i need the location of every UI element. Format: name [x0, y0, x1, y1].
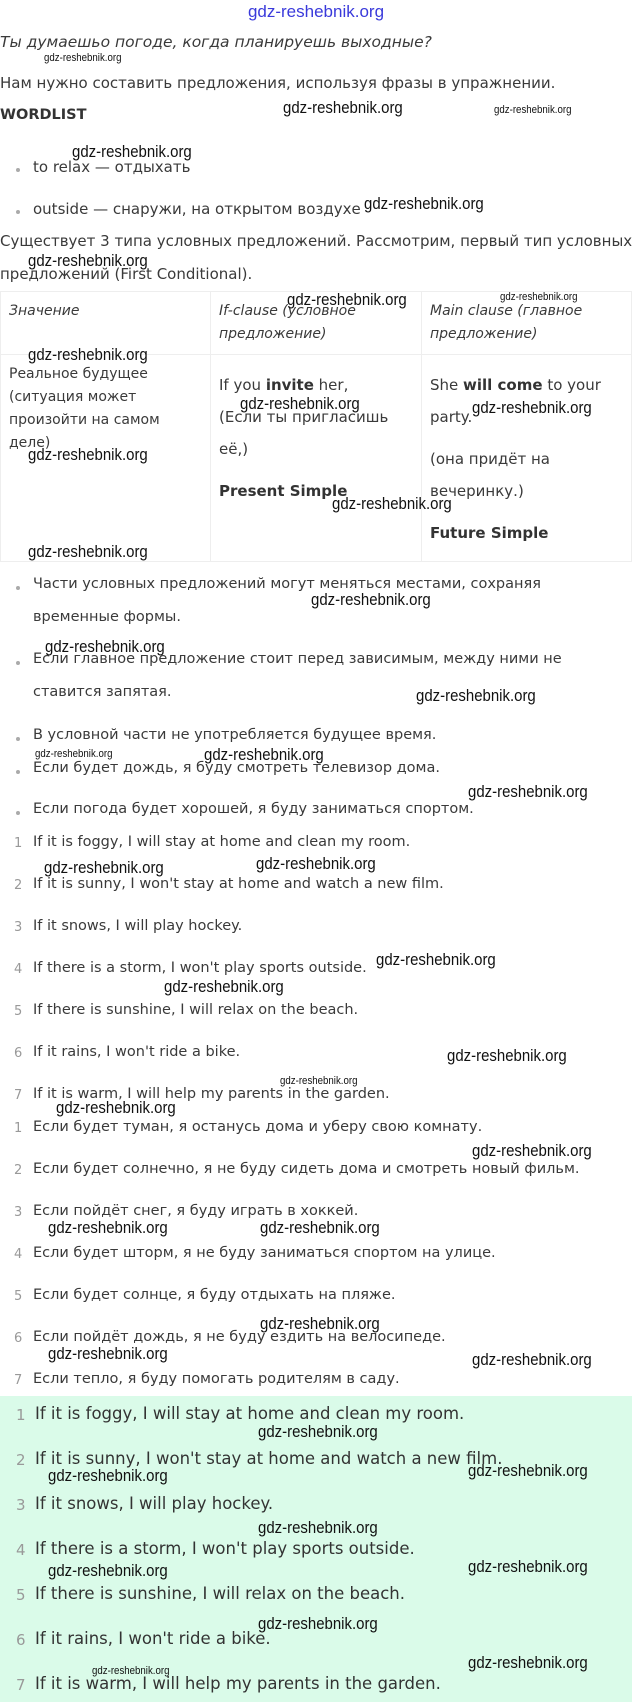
watermark: gdz-reshebnik.org [48, 1466, 168, 1485]
list-item: Если пойдёт снег, я буду играть в хоккей. [33, 1203, 359, 1219]
watermark: gdz-reshebnik.org [256, 854, 376, 873]
watermark: gdz-reshebnik.org [44, 858, 164, 877]
answer-item: If it is warm, I will help my parents in the garden. [35, 1674, 441, 1693]
watermark: gdz-reshebnik.org [164, 977, 284, 996]
watermark: gdz-reshebnik.org [48, 1344, 168, 1363]
wordlist-item: to relax — отдыхать [33, 158, 191, 176]
watermark: gdz-reshebnik.org [416, 686, 536, 705]
wordlist-item: outside — снаружи, на открытом воздухе [33, 200, 361, 218]
rule-line: ставится запятая. [33, 684, 172, 700]
rule-line: Части условных предложений могут меняться местами, сохраняя [33, 576, 541, 592]
rule-line: Если будет дождь, я буду смотреть телевизор дома. [33, 760, 440, 776]
list-item: Если тепло, я буду помогать родителям в саду. [33, 1371, 400, 1387]
list-item: If it rains, I won't ride a bike. [33, 1044, 241, 1060]
table-header: Значение [1, 292, 211, 355]
watermark: gdz-reshebnik.org [45, 637, 165, 656]
watermark: gdz-reshebnik.org [494, 104, 572, 116]
watermark: gdz-reshebnik.org [287, 290, 407, 309]
main-tense: Future Simple [430, 524, 549, 542]
if-clause-cell: If you invite her, (Если ты пригласишь её,) Present Simple [211, 355, 422, 562]
list-item: Если будет туман, я останусь дома и уберу свою комнату. [33, 1119, 483, 1135]
watermark: gdz-reshebnik.org [468, 782, 588, 801]
watermark: gdz-reshebnik.org [258, 1518, 378, 1537]
watermark: gdz-reshebnik.org [240, 394, 360, 413]
watermark: gdz-reshebnik.org [258, 1614, 378, 1633]
bullet-icon [16, 210, 20, 214]
rule-line: Если погода будет хорошей, я буду заниматься спортом. [33, 801, 474, 817]
table-header: Main clause (главное предложение) [422, 292, 632, 355]
if-tense: Present Simple [219, 482, 348, 500]
watermark: gdz-reshebnik.org [332, 494, 452, 513]
watermark: gdz-reshebnik.org [48, 1561, 168, 1580]
watermark: gdz-reshebnik.org [468, 1461, 588, 1480]
watermark: gdz-reshebnik.org [283, 98, 403, 117]
watermark: gdz-reshebnik.org [468, 1653, 588, 1672]
answer-box: 1 If it is foggy, I will stay at home and clean my room. 2 If it is sunny, I won't stay at home and watch a new film. 3 If it snows, I will play hockey. 4 If there is a storm, I won't play sports outside. 5 If there is sunshine, I will relax on the beach. 6 If it rains, I won't ride a bike. 7 If it is warm, I will help my parents in the garden. [0, 1396, 632, 1702]
header-watermark: gdz-reshebnik.org [247, 2, 385, 21]
wordlist-title: WORDLIST [0, 107, 87, 123]
watermark: gdz-reshebnik.org [364, 194, 484, 213]
list-item: If it is sunny, I won't stay at home and watch a new film. [33, 876, 444, 892]
bullet-icon [16, 661, 20, 665]
watermark: gdz-reshebnik.org [468, 1557, 588, 1576]
rule-line: Если главное предложение стоит перед зависимым, между ними не [33, 651, 562, 667]
watermark: gdz-reshebnik.org [28, 345, 148, 364]
watermark: gdz-reshebnik.org [260, 1314, 380, 1333]
answer-item: If it snows, I will play hockey. [35, 1494, 274, 1513]
watermark: gdz-reshebnik.org [92, 1665, 170, 1677]
types-text-line: предложений (First Conditional). [0, 265, 253, 283]
watermark: gdz-reshebnik.org [35, 748, 113, 760]
rule-line: временные формы. [33, 609, 181, 625]
watermark: gdz-reshebnik.org [48, 1218, 168, 1237]
bullet-icon [16, 737, 20, 741]
main-translation: (она придёт на вечеринку.) [430, 450, 550, 500]
list-item: Если будет солнечно, я не буду сидеть дома и смотреть новый фильм. [33, 1161, 580, 1177]
watermark: gdz-reshebnik.org [311, 590, 431, 609]
watermark: gdz-reshebnik.org [72, 142, 192, 161]
if-translation: (Если ты пригласишь её,) [219, 408, 389, 458]
watermark: gdz-reshebnik.org [56, 1098, 176, 1117]
list-item: Если будет солнце, я буду отдыхать на пляже. [33, 1287, 396, 1303]
watermark: gdz-reshebnik.org [280, 1075, 358, 1087]
rule-line: В условной части не употребляется будущее время. [33, 727, 437, 743]
answer-item: If it is foggy, I will stay at home and clean my room. [35, 1404, 465, 1423]
watermark: gdz-reshebnik.org [500, 291, 578, 303]
watermark: gdz-reshebnik.org [472, 1350, 592, 1369]
answer-item: If it rains, I won't ride a bike. [35, 1629, 271, 1648]
main-clause-cell: She will come to your party. (она придёт на вечеринку.) Future Simple [422, 355, 632, 562]
list-item: Если пойдёт дождь, я не буду ездить на велосипеде. [33, 1329, 446, 1345]
list-item: Если будет шторм, я не буду заниматься спортом на улице. [33, 1245, 496, 1261]
watermark: gdz-reshebnik.org [28, 542, 148, 561]
watermark: gdz-reshebnik.org [28, 445, 148, 464]
bullet-icon [16, 586, 20, 590]
answer-item: If there is sunshine, I will relax on the beach. [35, 1584, 406, 1603]
watermark: gdz-reshebnik.org [44, 52, 122, 64]
watermark: gdz-reshebnik.org [376, 950, 496, 969]
answer-item: If it is sunny, I won't stay at home and watch a new film. [35, 1449, 503, 1468]
list-item: If it is foggy, I will stay at home and clean my room. [33, 834, 411, 850]
list-item: If there is sunshine, I will relax on the beach. [33, 1002, 359, 1018]
intro-text: Нам нужно составить предложения, используя фразы в упражнении. [0, 74, 556, 92]
watermark: gdz-reshebnik.org [258, 1422, 378, 1441]
watermark: gdz-reshebnik.org [447, 1046, 567, 1065]
bullet-icon [16, 811, 20, 815]
bullet-icon [16, 770, 20, 774]
watermark: gdz-reshebnik.org [260, 1218, 380, 1237]
question-title: Ты думаешьо погоде, когда планируешь выходные? [0, 33, 432, 51]
table-header: If-clause (условное предложение) [211, 292, 422, 355]
watermark: gdz-reshebnik.org [204, 745, 324, 764]
list-item: If it snows, I will play hockey. [33, 918, 243, 934]
conditional-table [0, 291, 632, 562]
list-item: If it is warm, I will help my parents in the garden. [33, 1086, 390, 1102]
bullet-icon [16, 168, 20, 172]
watermark: gdz-reshebnik.org [472, 398, 592, 417]
answer-item: If there is a storm, I won't play sports outside. [35, 1539, 415, 1558]
meaning-text: Реальное будущее (ситуация может произойти на самом деле) [9, 366, 160, 451]
watermark: gdz-reshebnik.org [472, 1141, 592, 1160]
watermark: gdz-reshebnik.org [28, 251, 148, 270]
types-text-line: Существует 3 типа условных предложений. Рассмотрим, первый тип условных [0, 232, 632, 250]
list-item: If there is a storm, I won't play sports outside. [33, 960, 367, 976]
